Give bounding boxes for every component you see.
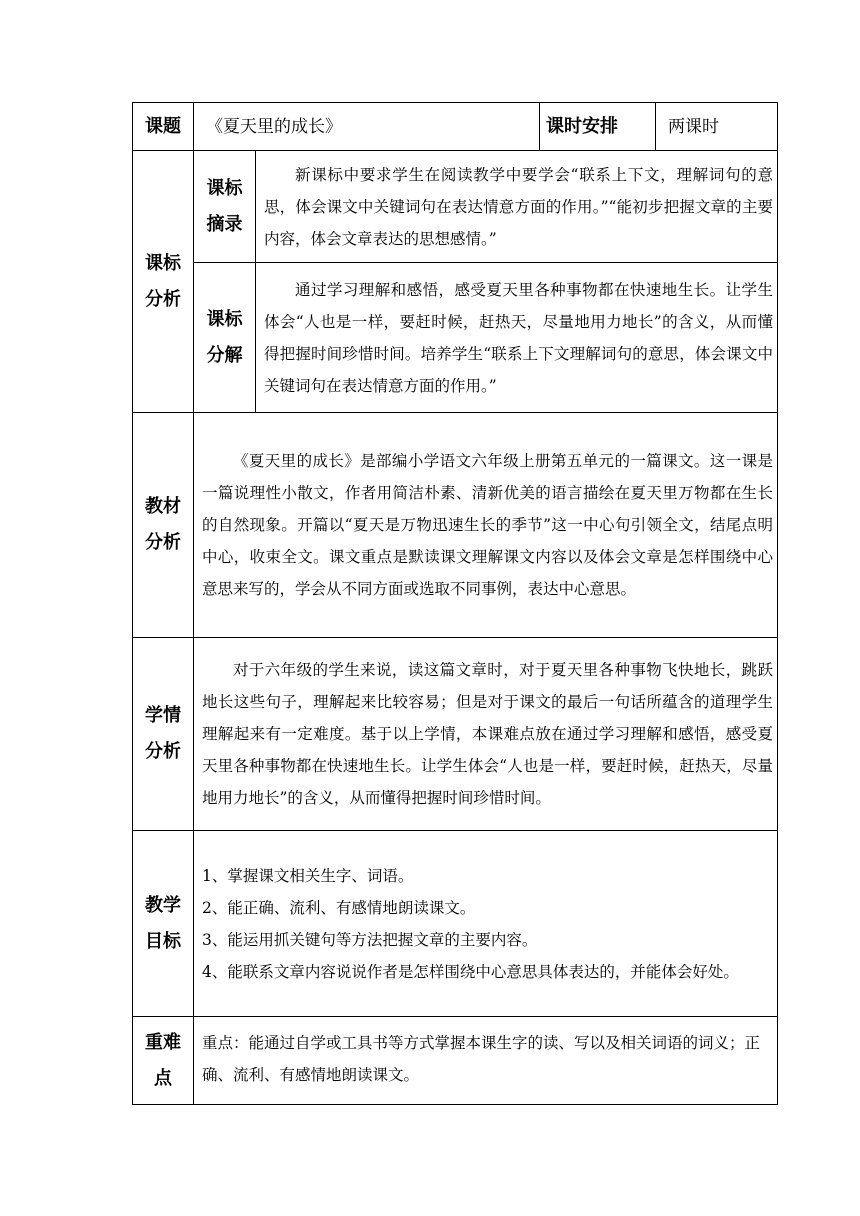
key-points-text: 重点：能通过自学或工具书等方式掌握本课生字的读、写以及相关词语的词义；正确、流利、有感情地朗读课文。	[194, 1017, 778, 1105]
students-row	[133, 638, 778, 831]
key-points-row	[133, 1017, 778, 1105]
breakdown-text: 通过学习理解和感悟，感受夏天里各种事物都在快速地生长。让学生体会“人也是一样，要赶时候，赶热天，尽量地用力地长”的含义，从而懂得把握时间珍惜时间。培养学生“联系上下文理解词句的意思，体会课文中关键词句在表达情意方面的作用。”	[256, 263, 778, 413]
standards-breakdown-row	[133, 263, 778, 413]
breakdown-label-text: 课标分解	[206, 308, 243, 366]
key-points-label-text: 重难点	[145, 1031, 181, 1089]
excerpt-label-text: 课标摘录	[206, 177, 243, 235]
standards-label-text: 课标分析	[145, 252, 181, 310]
topic-label: 课题	[133, 103, 194, 151]
objective-item: 1、掌握课文相关生字、词语。	[202, 866, 414, 885]
material-label	[133, 413, 194, 638]
material-text: 《夏天里的成长》是部编小学语文六年级上册第五单元的一篇课文。这一课是一篇说理性小散文，作者用简洁朴素、清新优美的语言描绘在夏天里万物都在生长的自然现象。开篇以“夏天是万物迅速生长的季节”这一中心句引领全文，结尾点明中心，收束全文。课文重点是默读课文理解课文内容以及体会文章是怎样围绕中心意思来写的，学会从不同方面或选取不同事例，表达中心意思。	[194, 413, 778, 638]
objectives-label	[133, 831, 194, 1017]
students-label-text: 学情分析	[145, 705, 181, 762]
objectives-list	[194, 831, 778, 1017]
schedule-value: 两课时	[656, 103, 778, 151]
objective-item: 2、能正确、流利、有感情地朗读课文。	[202, 898, 476, 917]
objectives-row	[133, 831, 778, 1017]
topic-row	[133, 103, 778, 151]
objective-item: 3、能运用抓关键句等方法把握文章的主要内容。	[202, 930, 538, 949]
excerpt-text: 新课标中要求学生在阅读教学中要学会“联系上下文，理解词句的意思，体会课文中关键词句在表达情意方面的作用。”“能初步把握文章的主要内容，体会文章表达的思想感情。”	[256, 151, 778, 263]
key-points-label	[133, 1017, 194, 1105]
material-row	[133, 413, 778, 638]
topic-value: 《夏天里的成长》	[194, 103, 540, 151]
students-text: 对于六年级的学生来说，读这篇文章时，对于夏天里各种事物飞快地长，跳跃地长这些句子，理解起来比较容易；但是对于课文的最后一句话所蕴含的道理学生理解起来有一定难度。基于以上学情，本课难点放在通过学习理解和感悟，感受夏天里各种事物都在快速地生长。让学生体会“人也是一样，要赶时候，赶热天，尽量地用力地长”的含义，从而懂得把握时间珍惜时间。	[194, 638, 778, 831]
material-label-text: 教材分析	[145, 496, 181, 553]
standards-excerpt-row	[133, 151, 778, 263]
breakdown-label	[194, 263, 256, 413]
standards-label	[133, 151, 194, 413]
lesson-plan-table	[132, 102, 778, 1105]
objectives-label-text: 教学目标	[145, 894, 181, 952]
students-label	[133, 638, 194, 831]
excerpt-label	[194, 151, 256, 263]
schedule-label: 课时安排	[540, 103, 656, 151]
objective-item: 4、能联系文章内容说说作者是怎样围绕中心意思具体表达的，并能体会好处。	[202, 962, 739, 981]
